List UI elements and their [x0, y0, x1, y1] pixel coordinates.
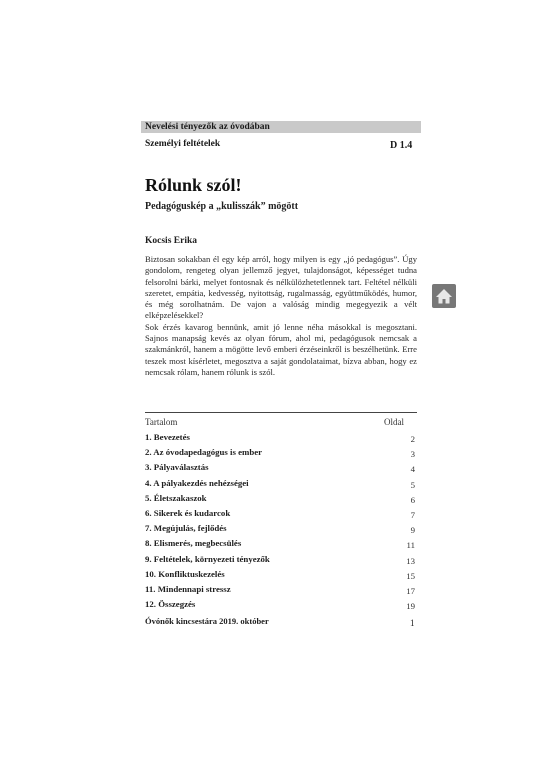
- toc-item-page: 3: [410, 449, 415, 460]
- toc-item-label: 4. A pályakezdés nehézségei: [145, 477, 249, 488]
- toc-item-page: 6: [410, 494, 415, 505]
- toc-item-page: 19: [406, 601, 415, 612]
- toc-item-page: 7: [410, 509, 415, 520]
- toc-item-label: 1. Bevezetés: [145, 432, 190, 442]
- house-icon: [432, 284, 456, 308]
- toc-item-page: 9: [410, 525, 415, 536]
- toc-item-label: 12. Összegzés: [145, 599, 196, 610]
- toc-item-page: 2: [410, 434, 415, 444]
- toc-item: [145, 462, 417, 477]
- toc-item: [145, 599, 417, 614]
- page-number: 1: [410, 618, 415, 628]
- toc-item-page: 4: [410, 464, 415, 475]
- toc-item-page: 5: [410, 479, 415, 490]
- toc-divider: [145, 412, 417, 413]
- toc-item-label: 3. Pályaválasztás: [145, 462, 209, 473]
- toc-item: [145, 493, 417, 508]
- body-paragraph: Sok érzés kavarog bennünk, amit jó lenne néha másokkal is megosztani. Sajnos manapság kevés az olyan fórum, ahol mi, pedagógusok nemcsak a szakmánkról, hanem a mögötte levő emberi érzéseinkről is beszélhetünk. Erre teszek most kísérletet, megosztva a saját gondolataimat, bízva abban, hogy ez nemcsak rólam, hanem rólunk is szól.: [145, 321, 417, 377]
- toc-item-page: 13: [406, 555, 415, 566]
- section-code: D 1.4: [390, 140, 413, 151]
- toc-item-page: 17: [406, 585, 415, 596]
- toc-item: [145, 432, 417, 447]
- toc-item-page: 15: [406, 570, 415, 581]
- toc-item-label: 7. Megújulás, fejlődés: [145, 523, 227, 534]
- article-title: Rólunk szól!: [145, 175, 242, 195]
- table-of-contents: [145, 432, 417, 614]
- footer-publication: Óvónők kincsestára 2019. október: [145, 616, 269, 626]
- toc-item: [145, 523, 417, 538]
- toc-item: [145, 569, 417, 584]
- toc-item-label: 5. Életszakaszok: [145, 492, 207, 503]
- toc-item-label: 6. Sikerek és kudarcok: [145, 507, 231, 518]
- article-author: Kocsis Erika: [145, 236, 197, 246]
- toc-item-label: 11. Mindennapi stressz: [145, 583, 231, 594]
- body-paragraph: Biztosan sokakban él egy kép arról, hogy milyen is egy „jó pedagógus”. Úgy gondolom, rengeteg olyan jellemző jegyet, tulajdonságot, képességet tudna felsorolni bárki, melyet fontosnak és nélkülözhetetlennek tart. Feltétel nélküli szeretet, empátia, kedvesség, nyitottság, rugalmasság, együttműködés, humor, és még sorolhatnám. De vajon a valóság mindig megegyezik a vélt elképzelésekkel?: [145, 254, 417, 321]
- toc-heading: Tartalom: [145, 417, 178, 427]
- article-subtitle: Pedagóguskép a „kulisszák” mögött: [145, 201, 299, 212]
- toc-item-label: 10. Konfliktuskezelés: [145, 568, 225, 579]
- toc-item: [145, 584, 417, 599]
- toc-item-label: 9. Feltételek, környezeti tényezők: [145, 553, 270, 564]
- toc-item-label: 2. Az óvodapedagógus is ember: [145, 447, 263, 458]
- header-subtitle: Személyi feltételek: [145, 139, 221, 149]
- toc-item: [145, 538, 417, 553]
- article-body: [145, 254, 417, 378]
- toc-item: [145, 508, 417, 523]
- toc-item-label: 8. Elismerés, megbecsülés: [145, 538, 242, 549]
- header-title: Nevelési tényezők az óvodában: [145, 122, 270, 132]
- toc-item: [145, 554, 417, 569]
- toc-item-page: 11: [406, 540, 415, 551]
- toc-item: [145, 478, 417, 493]
- toc-item: [145, 447, 417, 462]
- toc-page-heading: Oldal: [384, 417, 404, 427]
